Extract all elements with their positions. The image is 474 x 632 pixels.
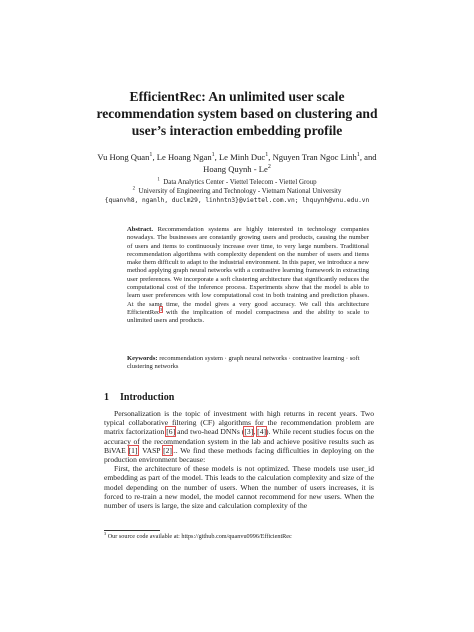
citation-link[interactable]: [2] — [163, 445, 172, 455]
title-line: recommendation system based on clustering and — [96, 106, 378, 121]
author-name: Hoang Quynh - Le — [203, 164, 268, 174]
author-list: Vu Hong Quan$^1$, Le Hoang Ngan$^1$, Le Minh Duc$^1$, Nguyen Tran Ngoc Linh$^1$, and Hoang Quynh - Le$^2$ — [97, 152, 377, 174]
affiliation: $^2$ University of Engineering and Technology - Vietnam National University — [132, 186, 342, 195]
footnote-rule — [104, 530, 160, 531]
author-name: Nguyen Tran Ngoc Linh — [272, 152, 357, 162]
keywords-text: recommendation system · graph neural networks · contrastive learning · soft clustering networks — [127, 355, 360, 371]
intro-body — [104, 409, 374, 510]
abstract-label: Abstract. — [127, 226, 153, 233]
affiliation: $^1$ Data Analytics Center - Viettel Telecom - Viettel Group — [157, 177, 317, 186]
paragraph: First, the architecture of these models is not optimized. These models use user_id embedding as part of the model. This leads to the calculation complexity and size of the model depending on the number of users. When the number of users increases, it is forced to re-train a new model, the model cannot recommend for new users. When the number of users is large, the size and calculation complexity of the — [104, 464, 374, 511]
author-name: Le Hoang Ngan — [156, 152, 212, 162]
author-emails: {quanvh8, nganlh, duclm29, linhntn3}@viettel.com.vn; lhquynh@vnu.edu.vn — [104, 197, 370, 204]
abstract — [127, 226, 369, 326]
citation-link[interactable]: [3] — [244, 427, 254, 437]
author-name: Le Minh Duc — [218, 152, 266, 162]
section-title: Introduction — [120, 392, 175, 403]
footnote-text: Our source code available at: https://github.com/quanvu0996/EfficientRec — [107, 533, 292, 540]
abstract-text: with the implication of model compactness and the ability to scale to unlimited users and products. — [127, 308, 369, 325]
footnote-mark: 3 — [104, 530, 107, 536]
section-heading — [104, 392, 384, 403]
citation-link[interactable]: [6] — [166, 427, 176, 437]
abstract-text: Recommendation systems are highly interested in technology companies nowadays. The businesses are constantly growing users and products, causing the number of users and items to continuously increase over time, to very large numbers. Traditional recommendation algorithms with complexity dependent on the number of users and items make them difficult to adapt to the industrial environment. In this paper, we introduce a new method applying graph neural networks with a contrastive learning framework in extracting user preferences. We incorporate a soft clustering architecture that significantly reduces the computational cost of the inference process. Experiments show that the model is able to learn user preferences with low computational cost in both training and prediction phases. At the same time, the model gives a very good accuracy. We call this architecture EfficientRec — [127, 226, 369, 316]
title-line: EfficientRec: An unlimited user scale — [129, 89, 345, 104]
section-number: 1 — [104, 392, 109, 403]
keywords-label: Keywords: — [127, 355, 158, 362]
affiliations — [60, 178, 414, 205]
paragraph: Personalization is the topic of investment with high returns in recent years. Two typical collaborative filtering (CF) algorithms for the recommendation problem are matrix factorization [6] and two-head DNNs ([3], [4]). While recent studies focus on the accuracy of the recommendation system in the lab and achieve positive results such as BiVAE [1], VASP [2]... We find these methods facing difficulties in deploying on the production environment because: — [104, 409, 375, 465]
citation-link[interactable]: [1] — [128, 445, 138, 455]
footnote — [104, 530, 374, 541]
paper-title — [60, 88, 414, 139]
footnote-link[interactable]: 3 — [159, 306, 163, 312]
citation-link[interactable]: [4] — [257, 427, 267, 437]
title-line: user’s interaction embedding profile — [131, 123, 343, 138]
keywords — [127, 355, 369, 372]
author-name: Vu Hong Quan — [97, 152, 150, 162]
